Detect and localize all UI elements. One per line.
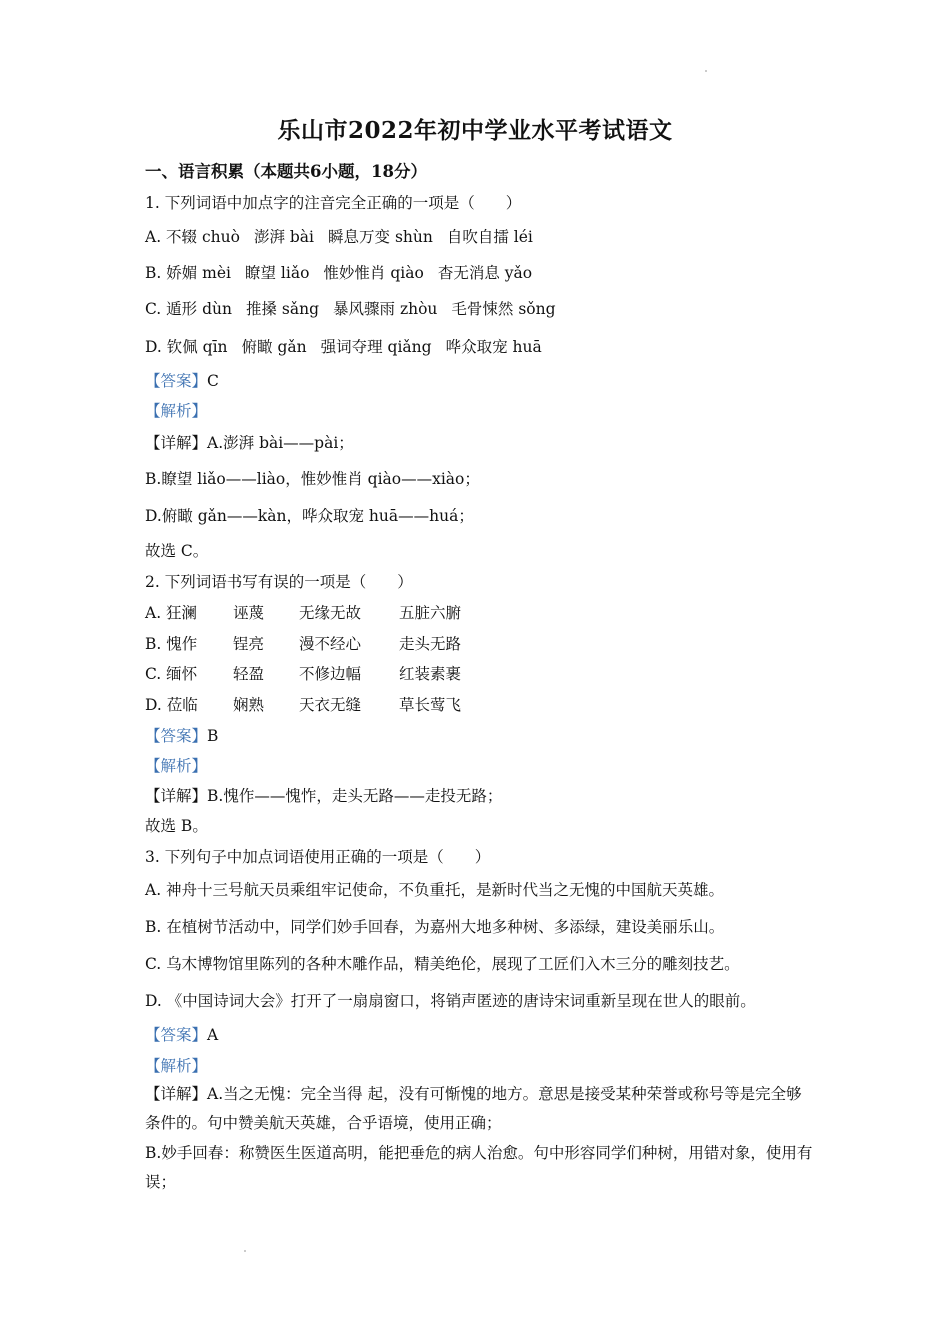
q1-detail-4: 故选 C。: [145, 542, 209, 560]
decorative-dot: [705, 70, 707, 72]
q1-answer: 【答案】C: [145, 372, 219, 390]
section-heading: 一、语言积累（本题共6小题，18分）: [145, 162, 427, 181]
q2-option-a: A. 狂澜 诬蔑 无缘无故 五脏六腑: [145, 604, 462, 622]
q2-answer: 【答案】B: [145, 727, 219, 745]
q3-option-c: C. 乌木博物馆里陈列的各种木雕作品，精美绝伦，展现了工匠们入木三分的雕刻技艺。: [145, 955, 740, 973]
page-title: 乐山市2022年初中学业水平考试语文: [277, 117, 673, 144]
q1-detail-3: D.俯瞰 gǎn——kàn，哗众取宠 huā——huá；: [145, 507, 474, 525]
q1-option-d: D. 钦佩 qīn 俯瞰 gǎn 强词夺理 qiǎng 哗众取宠 huā: [145, 338, 542, 356]
q2-option-d: D. 莅临 娴熟 天衣无缝 草长莺飞: [145, 696, 462, 714]
q1-stem: 1. 下列词语中加点字的注音完全正确的一项是（ ）: [145, 194, 522, 212]
q1-detail-1: 【详解】A.澎湃 bài——pài；: [145, 434, 354, 452]
q3-option-d: D. 《中国诗词大会》打开了一扇扇窗口，将销声匿迹的唐诗宋词重新呈现在世人的眼前。: [145, 992, 756, 1010]
decorative-dot: [244, 1250, 246, 1252]
q2-detail-1: 【详解】B.愧作——愧怍，走头无路——走投无路；: [145, 787, 503, 805]
q2-option-c: C. 缅怀 轻盈 不修边幅 红装素裹: [145, 665, 462, 683]
q3-answer: 【答案】A: [145, 1026, 219, 1044]
q2-detail-2: 故选 B。: [145, 817, 208, 835]
q1-option-a: A. 不辍 chuò 澎湃 bài 瞬息万变 shùn 自吹自擂 léi: [145, 228, 533, 246]
q1-detail-2: B.瞭望 liǎo——liào，惟妙惟肖 qiào——xiào；: [145, 470, 480, 488]
q3-stem: 3. 下列句子中加点词语使用正确的一项是（ ）: [145, 848, 491, 866]
q2-analysis-label: 【解析】: [145, 757, 208, 775]
q3-analysis-label: 【解析】: [145, 1057, 208, 1075]
q3-detail-1: 【详解】A.当之无愧：完全当得 起，没有可惭愧的地方。意思是接受某种荣誉或称号等是完全够条件的。句中赞美航天英雄，合乎语境，使用正确；: [145, 1085, 802, 1132]
q1-analysis-label: 【解析】: [145, 402, 208, 420]
q1-option-c: C. 遁形 dùn 推搡 sǎng 暴风骤雨 zhòu 毛骨悚然 sǒng: [145, 300, 556, 318]
q1-option-b: B. 娇媚 mèi 瞭望 liǎo 惟妙惟肖 qiào 杳无消息 yǎo: [145, 264, 533, 282]
q2-stem: 2. 下列词语书写有误的一项是（ ）: [145, 573, 413, 591]
q2-option-b: B. 愧作 锃亮 漫不经心 走头无路: [145, 635, 462, 653]
q3-option-b: B. 在植树节活动中，同学们妙手回春，为嘉州大地多种树、多添绿，建设美丽乐山。: [145, 918, 725, 936]
q3-detail-2: B.妙手回春：称赞医生医道高明，能把垂危的病人治愈。句中形容同学们种树，用错对象，使用有误；: [145, 1144, 813, 1191]
q3-option-a: A. 神舟十三号航天员乘组牢记使命，不负重托，是新时代当之无愧的中国航天英雄。: [145, 881, 725, 899]
